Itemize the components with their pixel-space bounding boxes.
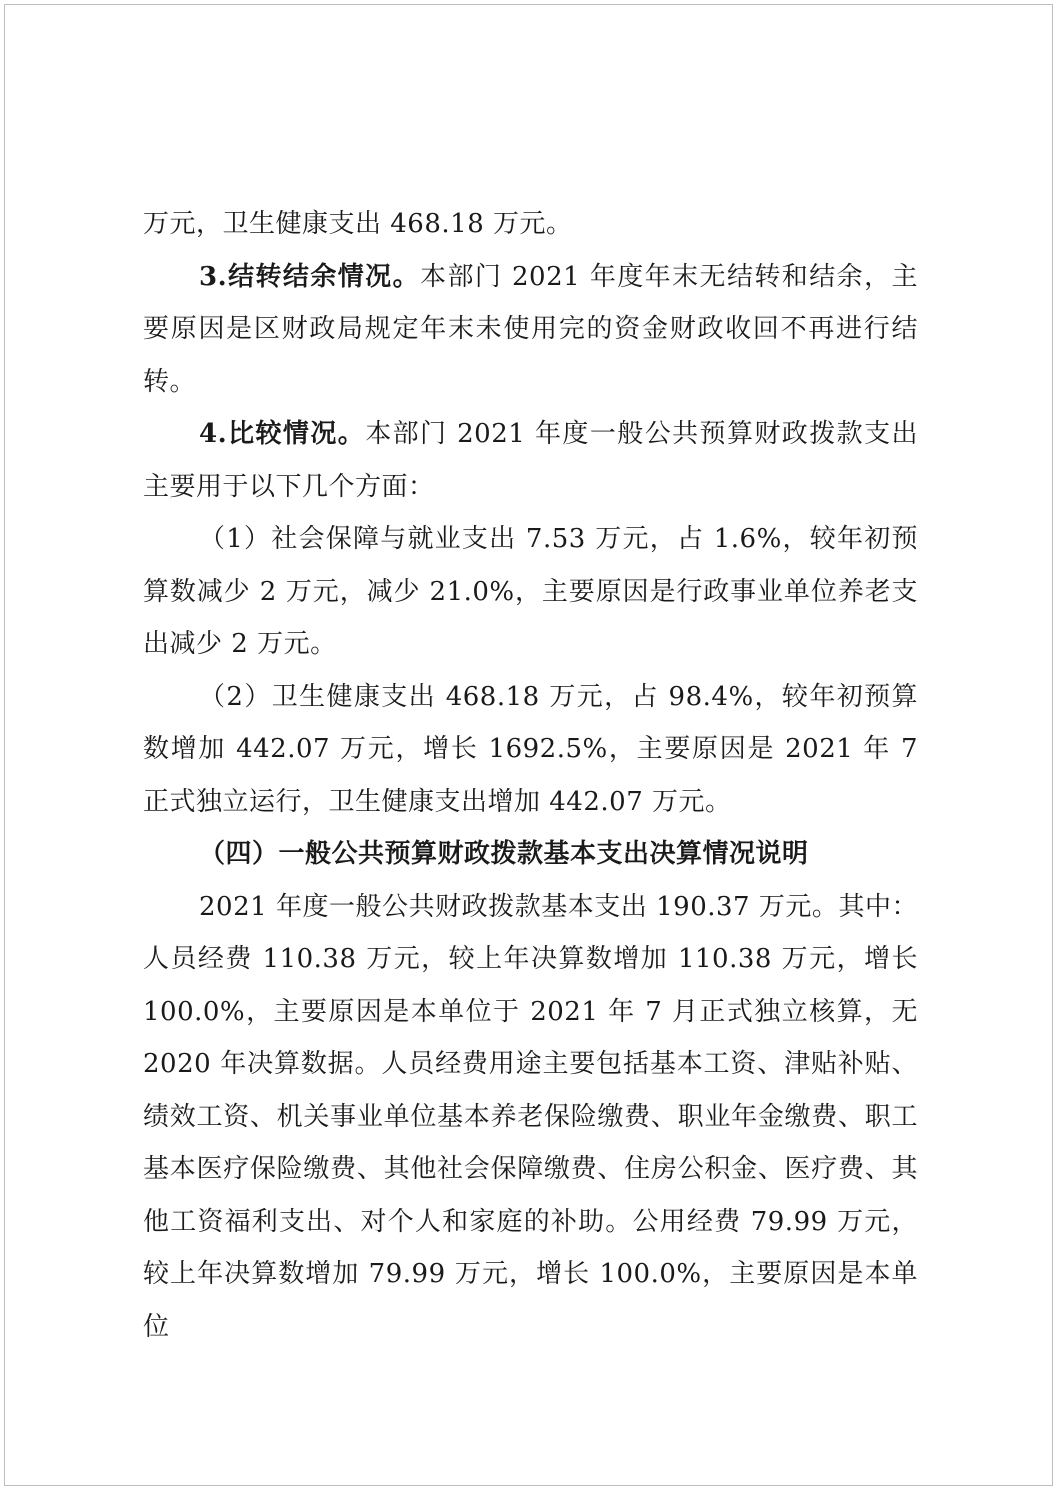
social-security-text: （1）社会保障与就业支出 7.53 万元，占 1.6%，较年初预算数减少 2 万元，减少 21.0%，主要原因是行政事业单位养老支出减少 2 万元。 <box>143 524 918 659</box>
paragraph-text: 万元，卫生健康支出 468.18 万元。 <box>143 209 573 239</box>
paragraph-social-security <box>143 513 918 671</box>
section-heading-basic-expenditure <box>143 828 918 881</box>
paragraph-health <box>143 671 918 829</box>
comparison-heading: 4.比较情况。 <box>199 419 366 449</box>
carryover-heading: 3.结转结余情况。 <box>199 261 421 292</box>
paragraph-basic-expenditure <box>143 881 918 1354</box>
section-heading-text: （四）一般公共预算财政拨款基本支出决算情况说明 <box>199 839 809 869</box>
comparison-text: 本部门 2021 年度一般公共预算财政拨款支出主要用于以下几个方面： <box>143 419 918 502</box>
carryover-text: 本部门 2021 年度年末无结转和结余，主要原因是区财政局规定年末未使用完的资金财政收回不再进行结转。 <box>143 261 918 397</box>
document-body <box>143 198 918 1353</box>
basic-expenditure-text: 2021 年度一般公共财政拨款基本支出 190.37 万元。其中：人员经费 110.38 万元，较上年决算数增加 110.38 万元，增长 100.0%，主要原因是本单位于 2021 年 7 月正式独立核算，无 2020 年决算数据。人员经费用途主要包括基本工资、津贴补贴、绩效工资、机关事业单位基本养老保险缴费、职业年金缴费、职工基本医疗保险缴费、其他社会保障缴费、住房公积金、医疗费、其他工资福利支出、对个人和家庭的补助。公用经费 79.99 万元，较上年决算数增加 79.99 万元，增长 100.0%，主要原因是本单位 <box>143 891 918 1342</box>
paragraph-health-expense-tail <box>143 198 918 251</box>
health-text: （2）卫生健康支出 468.18 万元，占 98.4%，较年初预算数增加 442.07 万元，增长 1692.5%，主要原因是 2021 年 7 正式独立运行，卫生健康支出增加 442.07 万元。 <box>143 681 918 817</box>
paragraph-comparison <box>143 408 918 513</box>
paragraph-carryover <box>143 251 918 409</box>
